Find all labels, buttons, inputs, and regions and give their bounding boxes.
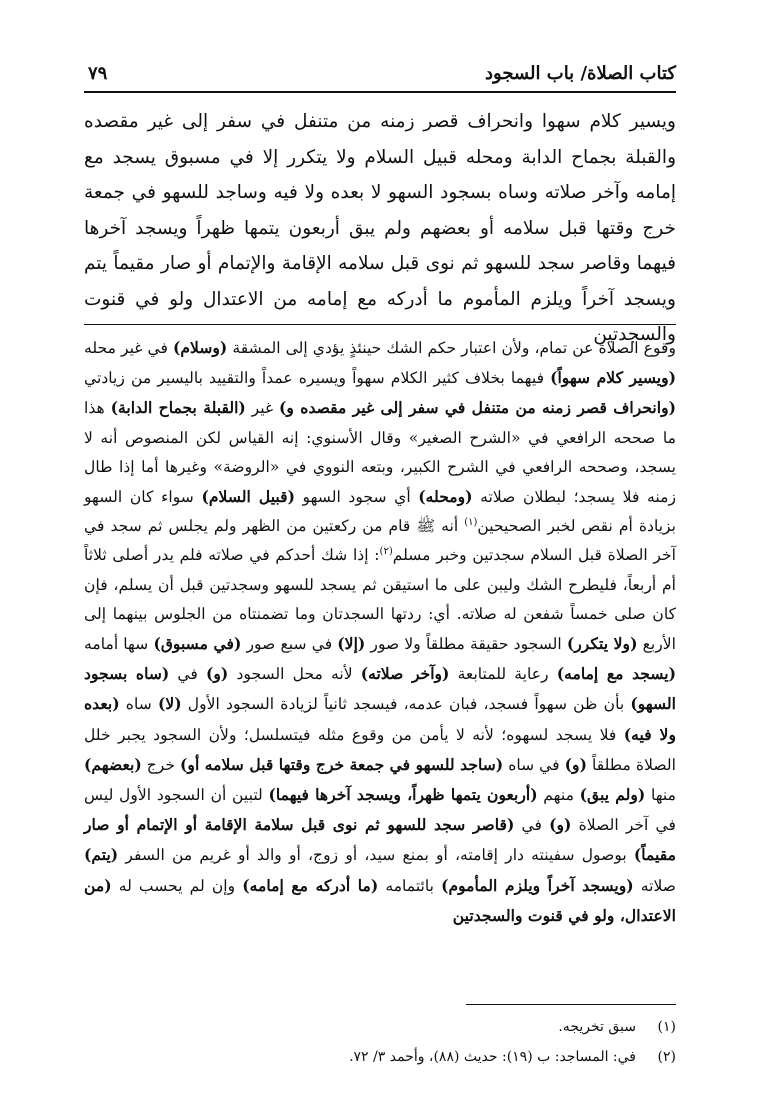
commentary-text: أنه ﷺ قام من ركعتين من الظهر ولم يجلس ثم سجد في آخر الصلاة قبل السلام سجدتين وخبر مسلم (84, 517, 676, 565)
commentary-text: هذا ما صححه الرافعي في «الشرح الصغير» وقال الأسنوي: إنه القياس لكن المنصوص أنه لا يسجد، وصححه الرافعي في الشرح الكبير، وبتعه النووي في «الروضة» وغيرها أما إذا طال زمنه فلا يسجد؛ لبطلان صلاته (84, 399, 676, 507)
commentary-lemma: (ومحله) (418, 487, 473, 507)
commentary-text: في (514, 816, 550, 835)
commentary-text: سها أمامه (84, 635, 154, 654)
commentary-lemma: (و) (206, 664, 229, 684)
footnote-ref: (١) (464, 517, 478, 529)
commentary-text: منها (645, 786, 676, 805)
footnote-number: (٢) (657, 1049, 676, 1065)
commentary-text: ساه (119, 695, 158, 714)
footnote-text: سبق تخريجه. (558, 1019, 636, 1035)
commentary-text: السجود حقيقة مطلقاً ولا صور (365, 635, 567, 654)
footnote (84, 1012, 676, 1042)
commentary-lemma: (لا) (157, 694, 182, 714)
commentary-text: منهم (537, 786, 580, 805)
commentary-text: غير (245, 399, 280, 418)
footnote-ref: (٢) (379, 546, 393, 558)
commentary-lemma: (وانحراف قصر زمنه من متنفل في سفر إلى غير مقصده و) (279, 398, 677, 418)
commentary-text: لأنه محل السجود (228, 665, 361, 684)
footnote-rule (466, 1004, 676, 1005)
commentary-text: فلا يسجد لسهوه؛ لأنه لا يأمن من وقوع مثله فيتسلسل؛ ولأن السجود يجبر خلل الصلاة مطلقاً (84, 725, 676, 774)
page-number: ٧٩ (88, 62, 108, 84)
commentary-text: بوصول سفينته دار إقامته، أو بمنع سيد، أو زوج، أو والد أو غريم من السفر (118, 846, 634, 865)
commentary-text: في سبع صور (241, 635, 338, 654)
running-header (88, 58, 676, 88)
commentary-text: فيهما بخلاف كثير الكلام سهواً ويسيره عمداً والتقييد باليسير من زيادتي (84, 369, 551, 388)
footnote (84, 1042, 676, 1072)
main-text (84, 104, 676, 353)
commentary-lemma: (بعضهم) (84, 754, 142, 774)
commentary-text: في (169, 665, 207, 684)
commentary-lemma: (إلا) (337, 634, 366, 654)
header-rule (84, 91, 676, 93)
commentary-lemma: (ولا يتكرر) (566, 634, 638, 654)
header-title: كتاب الصلاة/ باب السجود (485, 62, 676, 84)
commentary-lemma: (ويسير كلام سهواً) (550, 368, 676, 388)
commentary-lemma: (وآخر صلاته) (360, 664, 450, 684)
commentary-lemma: (و) (549, 815, 572, 835)
commentary-lemma: (أربعون يتمها ظهراً، ويسجد آخرها فيهما) (268, 785, 538, 805)
commentary-text: خرج (141, 755, 181, 774)
commentary-text: بائتمامه (378, 876, 442, 895)
commentary-text: بأن ظن سهواً فسجد، فبان عدمه، فيسجد ثانياً لزيادة السجود الأول (181, 695, 631, 714)
commentary-text: سواء كان السهو بزيادة أم نقص لخبر الصحيحين (84, 488, 676, 536)
commentary-lemma: (ساه بسجود السهو) (84, 664, 676, 714)
footnote-number: (١) (657, 1019, 676, 1035)
footnotes (84, 1012, 676, 1072)
commentary (84, 333, 676, 931)
commentary-lemma: (يتم) (84, 845, 119, 865)
commentary-lemma: (ويسجد آخراً ويلزم المأموم) (441, 875, 634, 895)
commentary-text: وإن لم يحسب له (111, 876, 243, 895)
footnote-text: في: المساجد: ب (١٩): حديث (٨٨)، وأحمد ٣/ ٧٢. (349, 1049, 636, 1065)
commentary-lemma: (في مسبوق) (153, 634, 242, 654)
commentary-text: صلاته (633, 876, 677, 895)
commentary-lemma: (من الاعتدال، ولو في قنوت والسجدتين (84, 875, 676, 925)
commentary-lemma: (قبيل السلام) (201, 487, 295, 507)
commentary-lemma: (بعده ولا فيه) (84, 694, 676, 744)
commentary-paragraph (84, 333, 676, 931)
commentary-text: : إذا شك أحدكم في صلاته فلم يدر أصلى ثلاثاً أم أربعاً، فليطرح الشك وليبن على ما استيقن ثم يسجد للسهو وسجدتين قبل أن يسلم، فإن كان صلى خمساً شفعن له صلاته. أي: ردتها السجدتان وما تضمنتاه من الجلوس بينهما إلى الأربع (84, 546, 676, 654)
commentary-lemma: (القبلة بجماح الدابة) (110, 398, 246, 418)
commentary-lemma: (ما أدركه مع إمامه) (242, 875, 379, 895)
commentary-lemma: (وسلام) (172, 338, 228, 357)
commentary-text: لتبين أن السجود الأول ليس في آخر الصلاة (84, 786, 676, 835)
commentary-lemma: (ولم يبق) (579, 785, 646, 805)
commentary-lemma: (قاصر سجد للسهو ثم نوى قبل سلامة الإقامة أو الإتمام أو صار مقيماً) (84, 815, 676, 865)
commentary-text: أي سجود السهو (294, 488, 419, 507)
commentary-text: في ساه (503, 755, 565, 774)
main-text-paragraph: ويسير كلام سهوا وانحراف قصر زمنه من متنفل في سفر إلى غير مقصده والقبلة بجماح الدابة ومحله قبيل السلام ولا يتكرر إلا في مسبوق يسجد مع إمامه وآخر صلاته وساه بسجود السهو لا بعده ولا فيه وساجد للسهو في جمعة خرج وقتها قبل سلامه أو بعضهم ولم يبق أربعون يتمها ظهراً ويسجد آخرها فيهما وقاصر سجد للسهو ثم نوى قبل سلامه الإقامة والإتمام أو صار مقيماً يتم ويسجد آخراً ويلزم المأموم ما أدركه مع إمامه من الاعتدال ولو في قنوت والسجدتين (84, 111, 676, 345)
commentary-lemma: (ساجد للسهو في جمعة خرج وقتها قبل سلامه أو) (180, 754, 504, 774)
commentary-text: وقوع الصلاة عن تمام، ولأن اعتبار حكم الشك حينئذٍ يؤدي إلى المشقة (227, 339, 676, 357)
commentary-lemma: (يسجد مع إمامه) (556, 664, 676, 684)
commentary-lemma: (و) (564, 754, 587, 774)
commentary-text: في غير محله (84, 339, 173, 357)
text-divider (84, 324, 676, 325)
commentary-text: رعاية للمتابعة (449, 665, 557, 684)
